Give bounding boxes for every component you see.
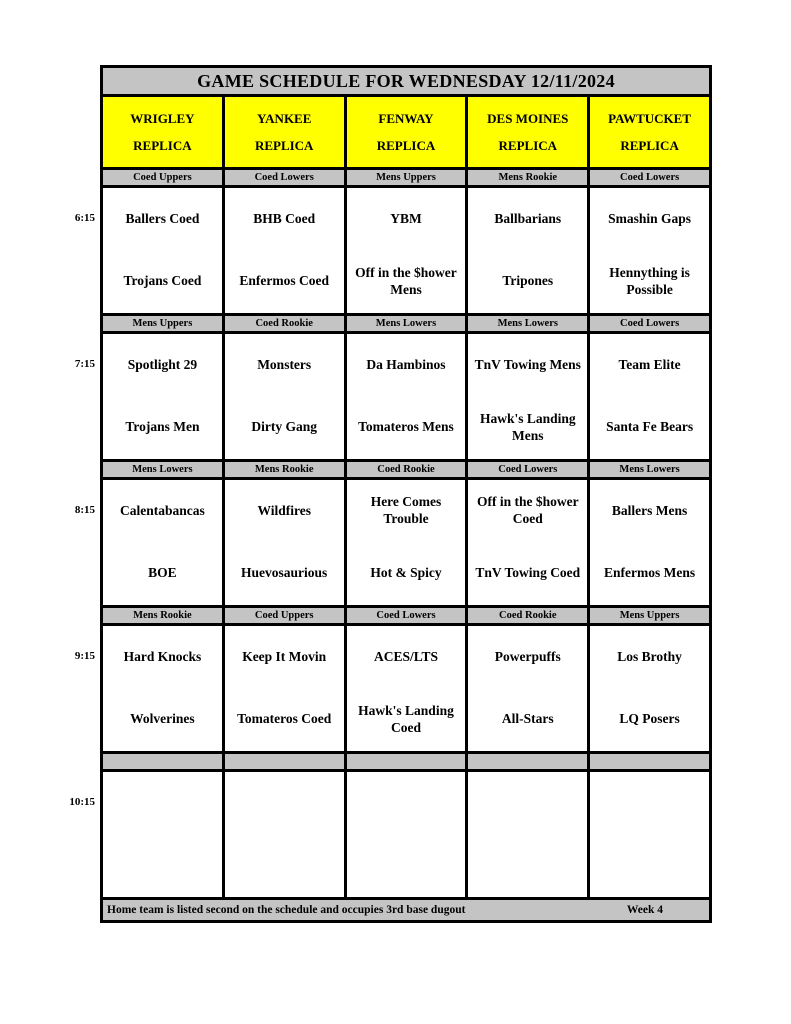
home-team: Huevosaurious [241,565,328,581]
venue-header-pawtucket [590,97,709,167]
division-label: Mens Uppers [590,608,709,623]
away-team: Ballers Coed [125,210,200,226]
game-cell [468,334,587,459]
home-team [590,835,709,898]
time-label-1015: 10:15 [69,796,95,808]
game-cell [347,480,466,605]
game-cell [225,334,344,459]
away-team: ACES/LTS [373,648,439,664]
venue-subname: REPLICA [376,137,436,153]
venue-header-fenway [347,97,466,167]
division-label: Coed Uppers [225,608,344,623]
away-team: Los Brothy [617,648,682,664]
division-label: Mens Rookie [468,170,587,185]
venue-header-yankee [225,97,344,167]
home-team: Tomateros Mens [358,419,454,435]
venue-header-des-moines [468,97,587,167]
game-cell [347,334,466,459]
home-team: TnV Towing Coed [475,565,581,581]
home-team: Off in the $hower Mens [355,264,457,297]
division-label [468,754,587,769]
game-cell [103,480,222,605]
home-team: Hawk's Landing Coed [358,702,454,735]
venue-subname: REPLICA [254,137,314,153]
away-team: Hard Knocks [123,648,202,664]
game-cell [590,772,709,897]
schedule-table [100,65,712,923]
division-label: Mens Uppers [347,170,466,185]
time-label-815: 8:15 [74,504,95,516]
venue-header-wrigley [103,97,222,167]
venue-subname: REPLICA [620,137,679,153]
division-label: Coed Rookie [468,608,587,623]
home-team: Trojans Men [125,419,200,435]
venue-name: WRIGLEY [130,110,195,126]
venue-name: PAWTUCKET [608,110,691,126]
away-team: Smashin Gaps [608,210,692,226]
away-team: Monsters [257,356,312,372]
home-team: Enfermos Coed [239,273,329,289]
away-team: BHB Coed [253,210,316,226]
away-team: Wildfires [257,502,311,518]
home-team [225,835,344,898]
away-team [347,772,466,835]
away-team: Off in the $hower Coed [476,494,579,527]
game-cell [225,480,344,605]
game-cell [468,626,587,751]
schedule-title: GAME SCHEDULE FOR WEDNESDAY 12/11/2024 [103,68,709,94]
division-label: Coed Lowers [225,170,344,185]
away-team [103,772,222,835]
away-team: Da Hambinos [366,356,446,372]
venue-subname: REPLICA [133,137,192,153]
venue-name: YANKEE [256,110,312,126]
time-label-915: 9:15 [74,650,95,662]
away-team: Ballers Mens [611,502,688,518]
home-team: BOE [148,565,177,581]
game-cell [225,188,344,313]
division-label [225,754,344,769]
game-cell [590,626,709,751]
game-cell [590,334,709,459]
game-cell [225,626,344,751]
away-team: Calentabancas [120,502,205,518]
game-cell [468,480,587,605]
division-label: Coed Lowers [347,608,466,623]
home-team: Tomateros Coed [237,711,332,727]
footer-row [103,900,709,920]
game-cell [590,480,709,605]
division-label: Mens Uppers [103,316,222,331]
away-team: Ballbarians [494,210,562,226]
division-label: Mens Rookie [225,462,344,477]
division-label: Mens Rookie [103,608,222,623]
away-team: Powerpuffs [494,648,561,664]
home-team [103,835,222,898]
division-label: Coed Lowers [468,462,587,477]
game-cell [468,772,587,897]
division-label [347,754,466,769]
home-team: Hennything is Possible [609,264,690,297]
home-team: All-Stars [501,711,554,727]
home-team [468,835,587,898]
division-label: Coed Rookie [225,316,344,331]
game-cell [347,626,466,751]
game-cell [590,188,709,313]
time-label-715: 7:15 [74,358,95,370]
home-team: Tripones [502,273,554,289]
away-team: Spotlight 29 [127,356,198,372]
venue-name: FENWAY [378,110,434,126]
division-label: Mens Lowers [590,462,709,477]
home-team: Santa Fe Bears [606,419,694,435]
division-label: Coed Lowers [590,170,709,185]
venue-name: DES MOINES [487,110,569,126]
division-label: Coed Rookie [347,462,466,477]
home-team: Dirty Gang [251,419,317,435]
division-label: Mens Lowers [347,316,466,331]
game-cell [347,188,466,313]
division-label: Coed Lowers [590,316,709,331]
game-cell [103,626,222,751]
game-cell [468,188,587,313]
venue-subname: REPLICA [498,137,558,153]
away-team: TnV Towing Mens [474,356,581,372]
game-cell [103,334,222,459]
division-label [103,754,222,769]
division-label: Mens Lowers [103,462,222,477]
division-label: Mens Lowers [468,316,587,331]
away-team: Team Elite [618,356,681,372]
home-team: Hot & Spicy [370,565,442,581]
home-team: Wolverines [130,711,195,727]
home-team: LQ Posers [619,711,680,727]
game-cell [347,772,466,897]
week-label: Week 4 [626,904,663,916]
division-label [590,754,709,769]
game-cell [225,772,344,897]
game-cell [103,772,222,897]
division-label: Coed Uppers [103,170,222,185]
home-team [347,835,466,898]
away-team: Keep It Movin [242,648,327,664]
away-team [590,772,709,835]
away-team [225,772,344,835]
time-label-615: 6:15 [74,212,95,224]
home-team: Enfermos Mens [604,565,696,581]
away-team [468,772,587,835]
home-team: Trojans Coed [123,273,202,289]
away-team: YBM [390,210,422,226]
footer-note: Home team is listed second on the schedule and occupies 3rd base dugout [107,904,466,916]
away-team: Here Comes Trouble [370,494,442,527]
game-cell [103,188,222,313]
home-team: Hawk's Landing Mens [479,410,576,443]
